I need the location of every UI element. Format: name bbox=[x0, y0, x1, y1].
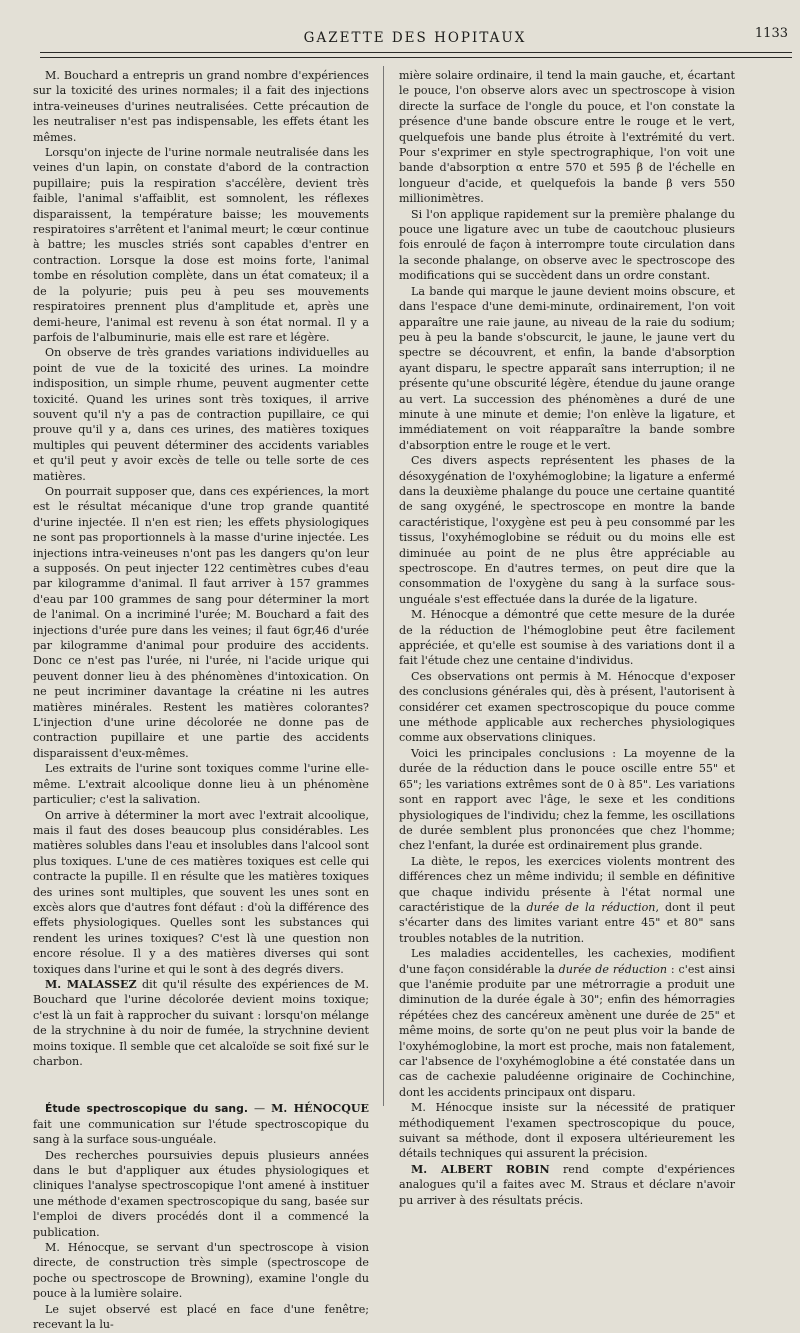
header-rule-bottom bbox=[40, 57, 792, 58]
paragraph-text: fait une communication sur l'étude spectroscopique du sang à la surface sous-unguéale. bbox=[33, 1117, 369, 1147]
paragraph-text: On arrive à déterminer la mort avec l'extrait alcoolique, mais il faut des doses beaucoup plus considérables. Les matières solubles dans l'eau et insolubles dans l'alcool sont plus toxiques. L'une de ces matières toxiques est celle qui contracte la pupille. Il en résulte que les matières toxiques des urines sont multiples, que souvent les unes sont en excès alors que d'autres font défaut : d'où la différence des effets physiologiques. Quelles sont les substances qui rendent les urines toxiques? C'est là une question non encore résolue. Il y a des matières diverses qui sont toxiques dans l'urine et qui le sont à des degrés divers. bbox=[33, 808, 369, 976]
paragraph bbox=[33, 1148, 369, 1240]
paragraph-text: M. Bouchard a entrepris un grand nombre d'expériences sur la toxicité des urines normales; il a fait des injections intra-veineuses d'urines neutralisées. Cette précaution de les neutraliser n'est pas indispensable, les effets étant les mêmes. bbox=[33, 69, 369, 144]
paragraph bbox=[399, 68, 735, 207]
paragraph bbox=[399, 669, 735, 746]
paragraph bbox=[33, 1240, 369, 1302]
paragraph bbox=[399, 854, 735, 946]
paragraph bbox=[399, 453, 735, 607]
paragraph-text: M. Hénocque a démontré que cette mesure de la durée de la réduction de l'hémoglobine peut être facilement appréciée, et qu'elle est soumise à des variations dont il a fait l'étude chez une centaine d'individus. bbox=[399, 608, 735, 668]
journal-title: GAZETTE DES HOPITAUX bbox=[303, 30, 527, 46]
paragraph-text: On observe de très grandes variations individuelles au point de vue de la toxicité des urines. La moindre indisposition, un simple rhume, peuvent augmenter cette toxicité. Quand les urines sont très toxiques, il arrive souvent qu'il n'y a pas de contraction pupillaire, ce qui prouve qu'il y a, dans ces urines, des matières toxiques multiples qui peuvent déterminer des accidents variables et qu'il peut y avoir excès de telle ou telle sorte de ces matières. bbox=[33, 346, 369, 483]
paragraph-text: Ces observations ont permis à M. Hénocque d'exposer des conclusions générales qui, dès à présent, l'autorisent à considérer cet examen spectroscopique du pouce comme une méthode applicable aux recherches physiologiques comme aux observations cliniques. bbox=[399, 669, 735, 745]
paragraph bbox=[33, 345, 369, 484]
paragraph bbox=[33, 1302, 369, 1333]
paragraph-text: M. Hénocque, se servant d'un spectroscope à vision directe, de construction très simple (spectroscope de poche ou spectroscope de Browning), examine l'ongle du pouce à la lumière solaire. bbox=[33, 1241, 369, 1301]
paragraph-text: dit qu'il résulte des expériences de M. Bouchard que l'urine décolorée devient moins toxique; c'est là un fait à rapprocher du suivant : lorsqu'on mélange de la strychnine à du noir de fumée, la strychnine devient moins toxique. Il semble que cet alcaloïde se soit fixé sur le charbon. bbox=[33, 977, 369, 1068]
column-divider bbox=[383, 66, 384, 1106]
paragraph-text: Si l'on applique rapidement sur la première phalange du pouce une ligature avec un tube de caoutchouc plusieurs fois enroulé de façon à interrompre toute circulation dans la seconde phalange, on observe avec le spectroscope des modifications qui se succèdent dans un ordre constant. bbox=[399, 207, 735, 283]
speaker-name: M. ALBERT ROBIN bbox=[411, 1162, 550, 1176]
paragraph bbox=[33, 977, 369, 1069]
page-header bbox=[40, 24, 790, 52]
paragraph bbox=[399, 946, 735, 1100]
paragraph-text: La diète, le repos, les exercices violents montrent des différences chez un même individu; il semble en définitive que chaque individu présente à l'état normal une caractéristique de la bbox=[399, 854, 735, 914]
paragraph bbox=[33, 145, 369, 345]
paragraph-text: , dont il peut s'écarter dans des limites variant entre 45" et 80" sans troubles notables de la nutrition. bbox=[399, 900, 736, 945]
italic-term: durée de réduction bbox=[558, 962, 667, 976]
paragraph bbox=[33, 68, 369, 145]
paragraph bbox=[33, 808, 369, 977]
paragraph-text: rend compte d'expériences analogues qu'il a faites avec M. Straus et déclare n'avoir pu arriver à des résultats précis. bbox=[399, 1162, 735, 1207]
italic-term: durée de la réduction bbox=[526, 900, 656, 914]
paragraph bbox=[399, 1162, 735, 1208]
paragraph: Étude spectroscopique du sang. — M. HÉNOCQUE fait une communication sur l'étude spectroscopique du sang à la surface sous-unguéale. bbox=[33, 1102, 370, 1147]
paragraph bbox=[399, 1100, 735, 1162]
paragraph bbox=[33, 761, 369, 807]
speaker-name: M. MALASSEZ bbox=[45, 977, 137, 991]
paragraph-text: mière solaire ordinaire, il tend la main gauche, et, écartant le pouce, l'on observe alors avec un spectroscope à vision directe la surface de l'ongle du pouce, et l'on constate la présence d'une bande obscure entre le rouge et le vert, quelquefois une bande plus étroite à l'extrémité du vert. Pour s'exprimer en style spectrographique, l'on voit une bande d'absorption α entre 570 et 595 β de l'échelle en longueur d'acide, et quelquefois la bande β vers 550 millionimètres. bbox=[399, 69, 735, 206]
paragraph-text: Ces divers aspects représentent les phases de la désoxygénation de l'oxyhémoglobine; la ligature a enfermé dans la deuxième phalange du pouce une certaine quantité de sang oxygéné, le spectroscope en montre la bande caractéristique, l'oxygène est peu à peu consommé par les tissus, l'oxyhémoglobine se réduit ou du moins elle est diminuée au point de ne plus être appréciable au spectroscope. En d'autres termes, on peut dire que la consommation de l'oxygène du sang à la surface sous-unguéale s'est effectuée dans la durée de la ligature. bbox=[399, 454, 735, 606]
paragraph-text: Voici les principales conclusions : La moyenne de la durée de la réduction dans le pouce oscille entre 55" et 65"; les variations extrêmes sont de 0 à 85". Les variations sont en rapport avec l'âge, le sexe et les conditions physiologiques de l'individu; chez la femme, les oscillations de durée semblent plus prononcées que chez l'homme; chez l'enfant, la durée est ordinairement plus grande. bbox=[399, 746, 735, 853]
paragraph bbox=[399, 207, 735, 284]
paragraph-text: Lorsqu'on injecte de l'urine normale neutralisée dans les veines d'un lapin, on constate d'abord de la contraction pupillaire; puis la respiration s'accélère, devient très faible, l'animal s'affaiblit, est somnolent, les réflexes disparaissent, la température baisse; les mouvements respiratoires s'arrêtent et l'animal meurt; le cœur continue à battre; les muscles striés sont capables d'entrer en contraction. Lorsque la dose est moins forte, l'animal tombe en résolution complète, dans un état comateux; il a de la polyurie; puis peu à peu ses mouvements respiratoires prennent plus d'amplitude et, après une demi-heure, l'animal est revenu à son état normal. Il y a parfois de l'albuminurie, mais elle est rare et légère. bbox=[33, 146, 369, 344]
paragraph bbox=[399, 284, 735, 453]
section-title: Étude spectroscopique du sang. bbox=[45, 1102, 248, 1116]
page-number: 1133 bbox=[754, 26, 788, 41]
paragraph-text: La bande qui marque le jaune devient moins obscure, et dans l'espace d'une demi-minute, ordinairement, l'on voit apparaître une raie jaune, au niveau de la raie du sodium; peu à peu la bande s'obscurcit, le jaune, le jaune vert du spectre se découvrent, et enfin, la bande d'absorption ayant disparu, le spectre apparaît sans interruption; il ne présente qu'une obscurité légère, étendue du jaune orange au vert. La succession des phénomènes a duré de une minute à une minute et demie; l'on enlève la ligature, et immédiatement on voit réapparaître la bande sombre d'absorption entre le rouge et le vert. bbox=[399, 284, 735, 452]
paragraph bbox=[399, 746, 735, 854]
paragraph bbox=[399, 607, 735, 669]
paragraph-text: M. Hénocque insiste sur la nécessité de pratiquer méthodiquement l'examen spectroscopique du pouce, suivant sa méthode, dont il exposera ultérieurement les détails techniques qui assurent la précision. bbox=[399, 1101, 735, 1161]
speaker-name: M. HÉNOCQUE bbox=[271, 1102, 370, 1116]
header-rule-top bbox=[40, 52, 792, 53]
paragraph-text: Des recherches poursuivies depuis plusieurs années dans le but d'appliquer aux études physiologiques et cliniques l'analyse spectroscopique l'ont amené à instituer une méthode d'examen spectroscopique du sang, basée sur l'emploi de divers procédés dont il a commencé la publication. bbox=[33, 1148, 369, 1239]
paragraph-text: Les maladies accidentelles, les cachexies, modifient d'une façon considérable la bbox=[399, 947, 735, 976]
right-column bbox=[399, 68, 735, 1208]
paragraph bbox=[33, 484, 369, 761]
paragraph-text: Le sujet observé est placé en face d'une fenêtre; recevant la lu- bbox=[33, 1302, 369, 1332]
paragraph-text: : c'est ainsi que l'anémie produite par une métrorragie a produit une diminution de la durée égale à 30"; enfin des hémorragies répétées chez des cancéreux amènent une durée de 25" et même moins, de sorte qu'on ne peut plus voir la bande de l'oxyhémoglobine, la mort est proche, mais non fatalement, car l'absence de l'oxyhémoglobine a été constatée dans un cas de cachexie paludéenne originaire de Cochinchine, dont les accidents principaux ont disparu. bbox=[399, 962, 736, 1099]
paragraph-text: Les extraits de l'urine sont toxiques comme l'urine elle-même. L'extrait alcoolique donne lieu à un phénomène particulier; c'est la salivation. bbox=[33, 762, 369, 807]
paragraph-text: On pourrait supposer que, dans ces expériences, la mort est le résultat mécanique d'une trop grande quantité d'urine injectée. Il n'en est rien; les effets physiologiques ne sont pas proportionnels à la masse d'urine injectée. Les injections intra-veineuses n'ont pas les dangers qu'on leur a supposés. On peut injecter 122 centimètres cubes d'eau par kilogramme d'animal. Il faut arriver à 157 grammes d'eau par 100 grammes de sang pour déterminer la mort de l'animal. On a incriminé l'urée; M. Bouchard a fait des injections d'urée pure dans les veines; il faut 6gr,46 d'urée par kilogramme d'animal pour produire des accidents. Donc ce n'est pas l'urée, ni l'urée, ni l'acide urique qui peuvent donner lieu à des phénomènes d'intoxication. On ne peut incriminer davantage la créatine ni les autres matières minérales. Restent les matières colorantes? L'injection d'une urine décolorée ne donne pas de contraction pupillaire et une partie des accidents disparaissent d'eux-mêmes. bbox=[33, 484, 369, 760]
left-column bbox=[33, 68, 369, 1333]
